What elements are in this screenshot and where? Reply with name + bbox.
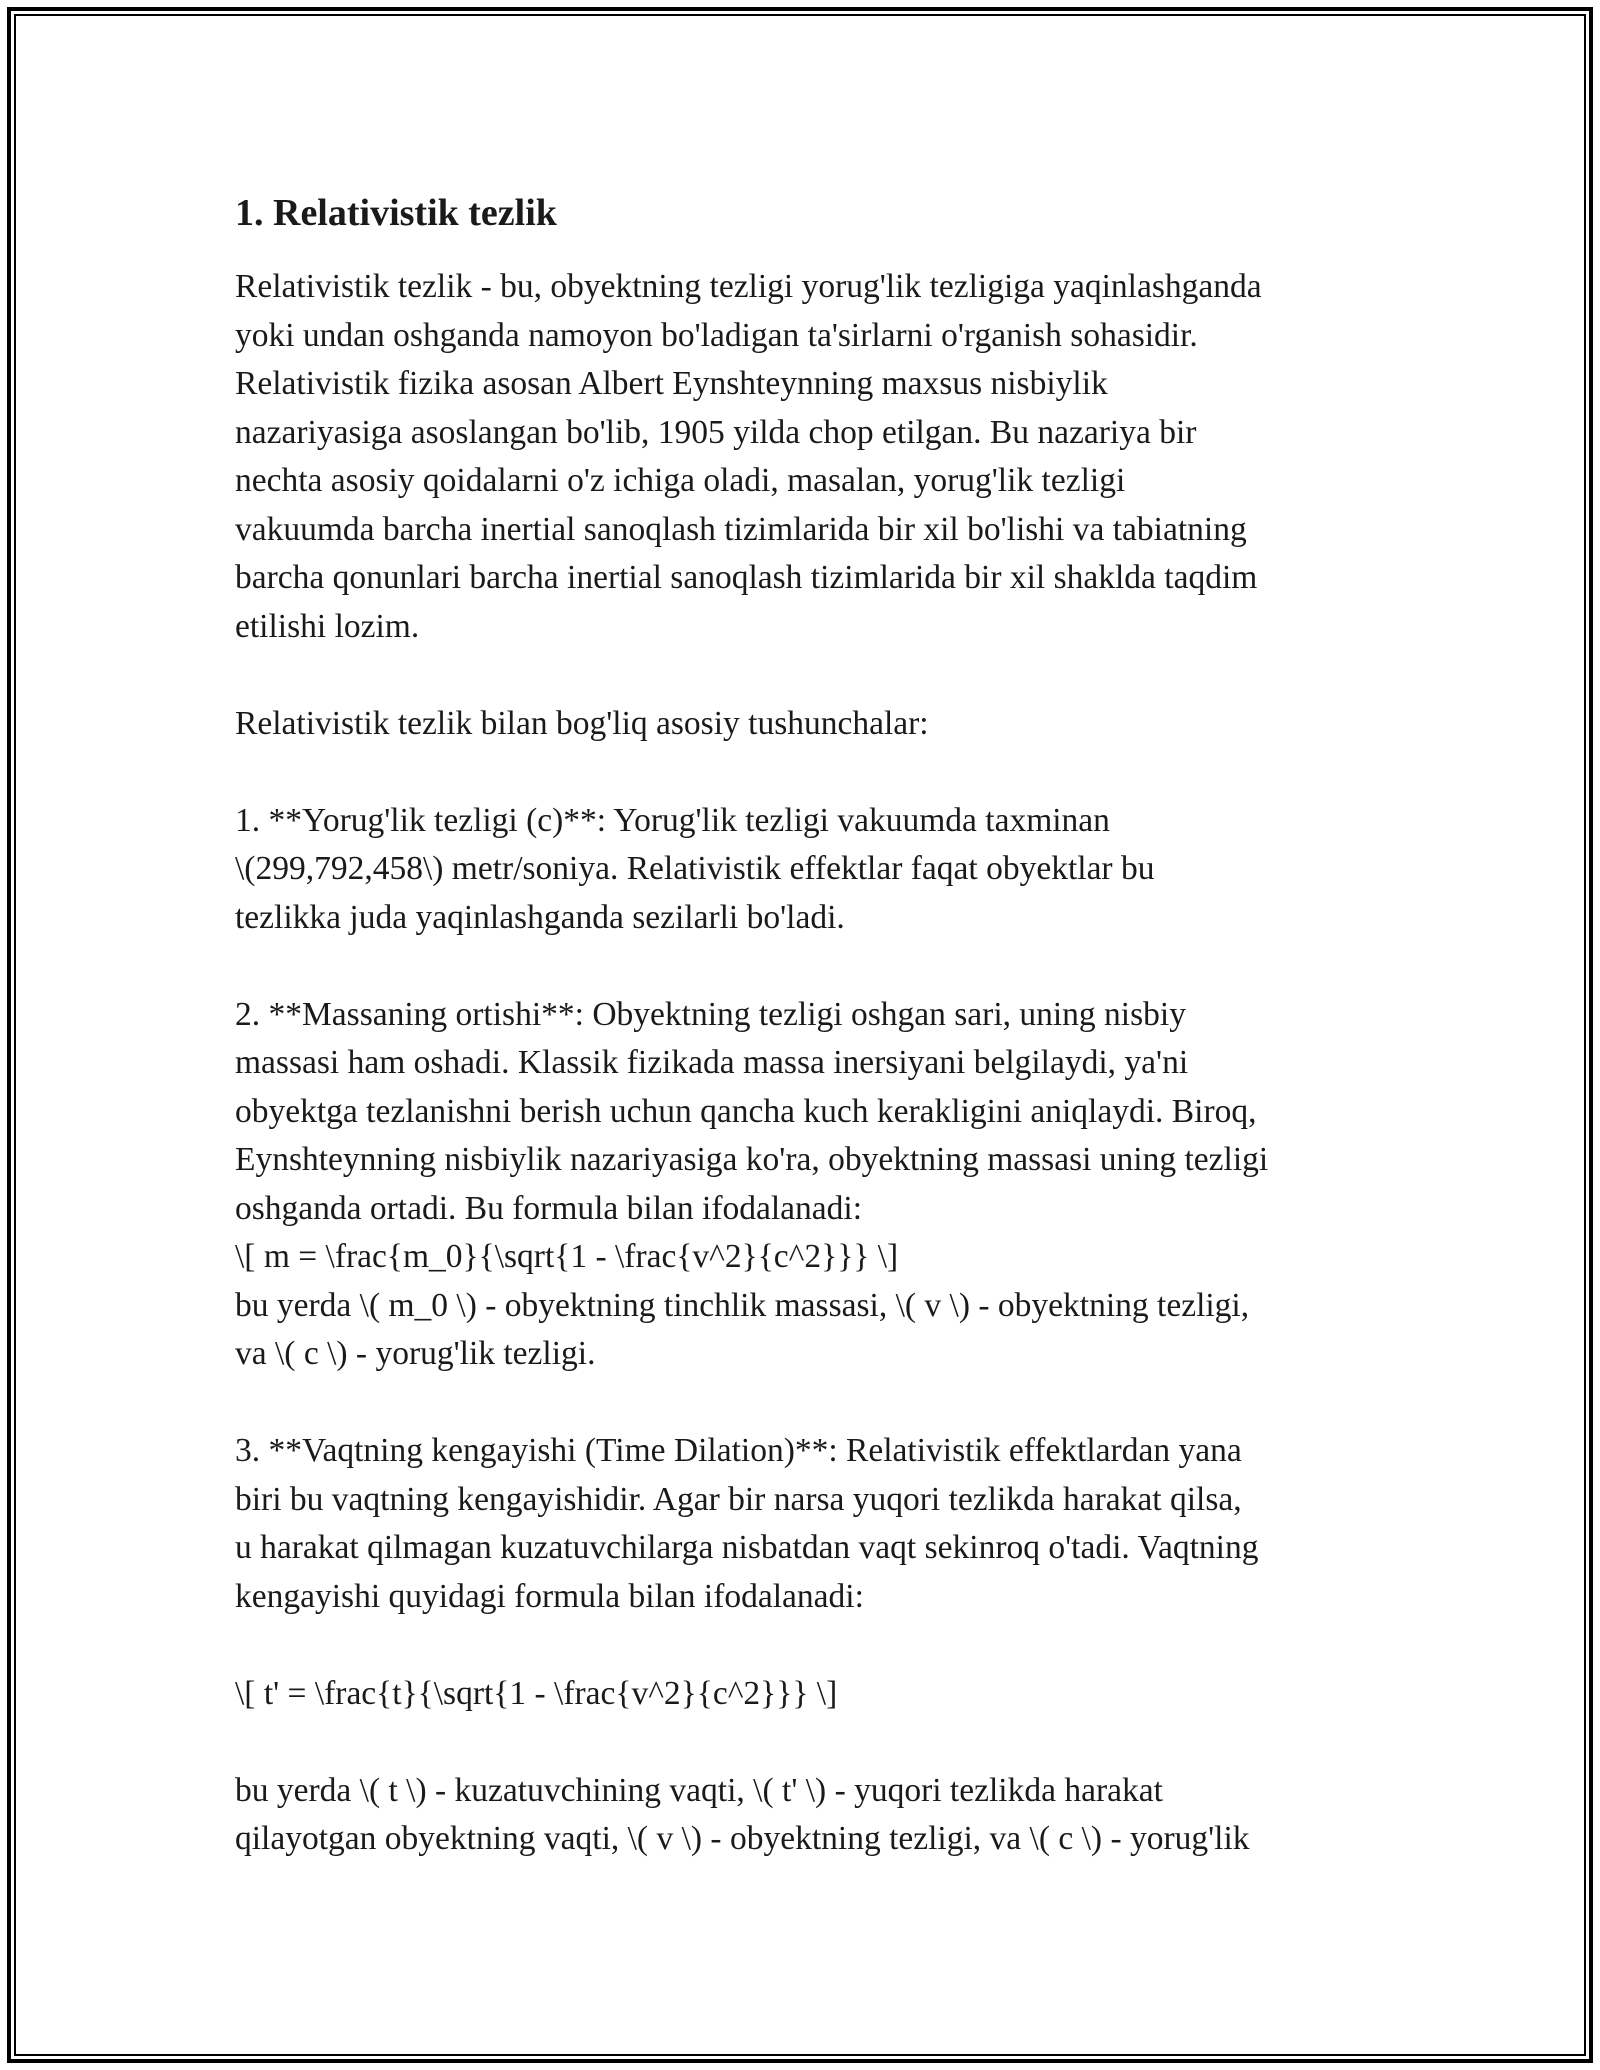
list-item-speed-of-light: 1. **Yorug'lik tezligi (c)**: Yorug'lik tezligi vakuumda taxminan \(299,792,458\) metr/soniya. Relativistik effektlar faqat obyektlar bu tezlikka juda yaqinlashganda sezilarli bo'ladi. <box>235 801 1155 936</box>
document-body <box>235 185 1375 1864</box>
formula-explanation: bu yerda \( t \) - kuzatuvchining vaqti, \( t' \) - yuqori tezlikda harakat qilayotgan obyektning vaqti, \( v \) - obyektning tezligi, va \( c \) - yorug'lik <box>235 1771 1250 1857</box>
section-heading: 1. Relativistik tezlik <box>235 192 557 234</box>
list-item-time-dilation: 3. **Vaqtning kengayishi (Time Dilation)**: Relativistik effektlardan yana biri bu vaqtning kengayishidir. Agar bir narsa yuqori tezlikda harakat qilsa, u harakat qilmagan kuzatuvchilarga nisbatdan vaqt sekinroq o'tadi. Vaqtning kengayishi quyidagi formula bilan ifodalanadi: <box>235 1432 1259 1615</box>
paragraph-gap <box>235 942 1375 991</box>
paragraph-gap <box>235 651 1375 700</box>
paragraph-gap <box>235 748 1375 797</box>
paragraph-gap <box>235 1718 1375 1767</box>
intro-paragraph: Relativistik tezlik - bu, obyektning tezligi yorug'lik tezligiga yaqinlashganda yoki undan oshganda namoyon bo'ladigan ta'sirlarni o'rganish sohasidir. Relativistik fizika asosan Albert Eynshteynning maxsus nisbiylik nazariyasiga asoslangan bo'lib, 1905 yilda chop etilgan. Bu nazariya bir nechta asosiy qoidalarni o'z ichiga oladi, masalan, yorug'lik tezligi vakuumda barcha inertial sanoqlash tizimlarida bir xil bo'lishi va tabiatning barcha qonunlari barcha inertial sanoqlash tizimlarida bir xil shaklda taqdim etilishi lozim. <box>235 268 1262 645</box>
time-dilation-formula: \[ t' = \frac{t}{\sqrt{1 - \frac{v^2}{c^2}}} \] <box>235 1674 838 1712</box>
paragraph-gap <box>235 1621 1375 1670</box>
concepts-intro: Relativistik tezlik bilan bog'liq asosiy tushunchalar: <box>235 704 929 742</box>
list-item-mass-increase: 2. **Massaning ortishi**: Obyektning tezligi oshgan sari, uning nisbiy massasi ham oshadi. Klassik fizikada massa inersiyani belgilaydi, ya'ni obyektga tezlanishni berish uchun qancha kuch kerakligini aniqlaydi. Biroq, Eynshteynning nisbiylik nazariyasiga ko'ra, obyektning massasi uning tezligi oshganda ortadi. Bu formula bilan ifodalanadi: \[ m = \frac{m_0}{\sqrt{1 - \frac{v^2}{c^2}}} \] bu yerda \( m_0 \) - obyektning tinchlik massasi, \( v \) - obyektning tezligi, va \( c \) - yorug'lik tezligi. <box>235 995 1269 1372</box>
paragraph-gap <box>235 1379 1375 1428</box>
